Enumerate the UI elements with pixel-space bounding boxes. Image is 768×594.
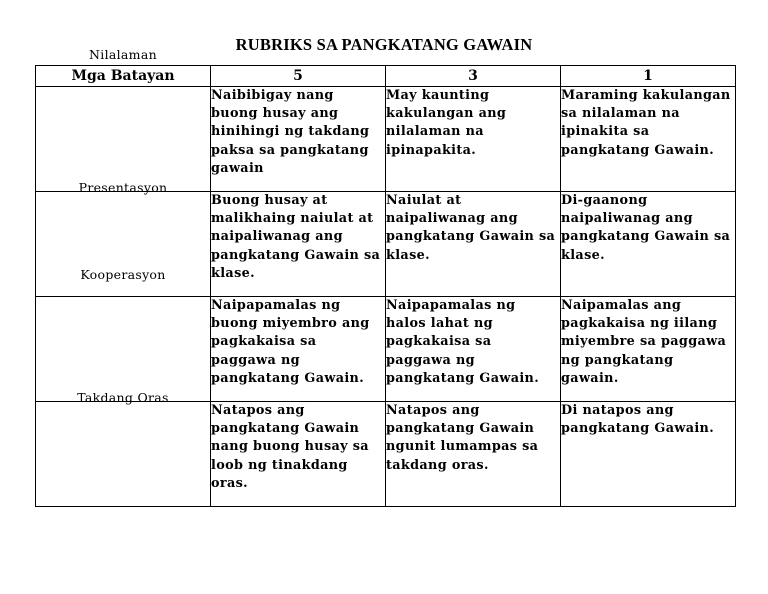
score-5-cell	[211, 297, 386, 402]
document-title: RUBRIKS SA PANGKATANG GAWAIN	[235, 35, 533, 54]
score-5-cell	[211, 402, 386, 507]
score-1-description: Naipamalas ang pagkakaisa ng iilang miyembre sa paggawa ng pangkatang gawain.	[561, 298, 727, 386]
score-1-description: Di natapos ang pangkatang Gawain.	[561, 403, 715, 437]
score-3-cell	[386, 192, 561, 297]
header-criteria: Mga Batayan	[36, 66, 211, 87]
score-1-cell	[561, 192, 736, 297]
criteria-cell	[36, 390, 211, 507]
score-5-description: Natapos ang pangkatang Gawain nang buong husay sa loob ng tinakdang oras.	[211, 403, 369, 491]
rubric-table	[35, 47, 736, 507]
header-score-1: 1	[561, 66, 736, 87]
score-3-cell	[386, 402, 561, 507]
score-5-description: Naibibigay nang buong husay ang hinihingi ng takdang paksa sa pangkatang gawain	[211, 88, 370, 176]
criteria-cell	[36, 267, 211, 402]
table-header-row	[36, 66, 736, 87]
score-1-cell	[561, 297, 736, 402]
criteria-label: Kooperasyon	[80, 267, 166, 282]
score-3-description: May kaunting kakulangan ang nilalaman na ipinapakita.	[386, 88, 507, 158]
criteria-label: Takdang Oras	[77, 390, 169, 405]
score-5-description: Naipapamalas ng buong miyembro ang pagkakaisa sa paggawa ng pangkatang Gawain.	[211, 298, 370, 386]
score-5-cell	[211, 87, 386, 192]
score-5-cell	[211, 192, 386, 297]
criteria-label: Nilalaman	[89, 47, 157, 62]
criteria-label: Presentasyon	[78, 180, 168, 195]
header-score-3: 3	[386, 66, 561, 87]
score-3-cell	[386, 297, 561, 402]
header-score-5: 5	[211, 66, 386, 87]
score-3-description: Naiulat at naipaliwanag ang pangkatang Gawain sa klase.	[386, 193, 556, 263]
score-3-description: Naipapamalas ng halos lahat ng pagkakaisa sa paggawa ng pangkatang Gawain.	[386, 298, 540, 386]
table-row	[36, 297, 736, 402]
score-5-description: Buong husay at malikhaing naiulat at naipaliwanag ang pangkatang Gawain sa klase.	[211, 193, 381, 281]
score-3-cell	[386, 87, 561, 192]
score-1-description: Di-gaanong naipaliwanag ang pangkatang Gawain sa klase.	[561, 193, 731, 263]
score-1-cell	[561, 87, 736, 192]
table-row	[36, 87, 736, 192]
table-row	[36, 402, 736, 507]
score-3-description: Natapos ang pangkatang Gawain ngunit lumampas sa takdang oras.	[386, 403, 539, 473]
score-1-description: Maraming kakulangan sa nilalaman na ipinakita sa pangkatang Gawain.	[561, 88, 731, 158]
score-1-cell	[561, 402, 736, 507]
